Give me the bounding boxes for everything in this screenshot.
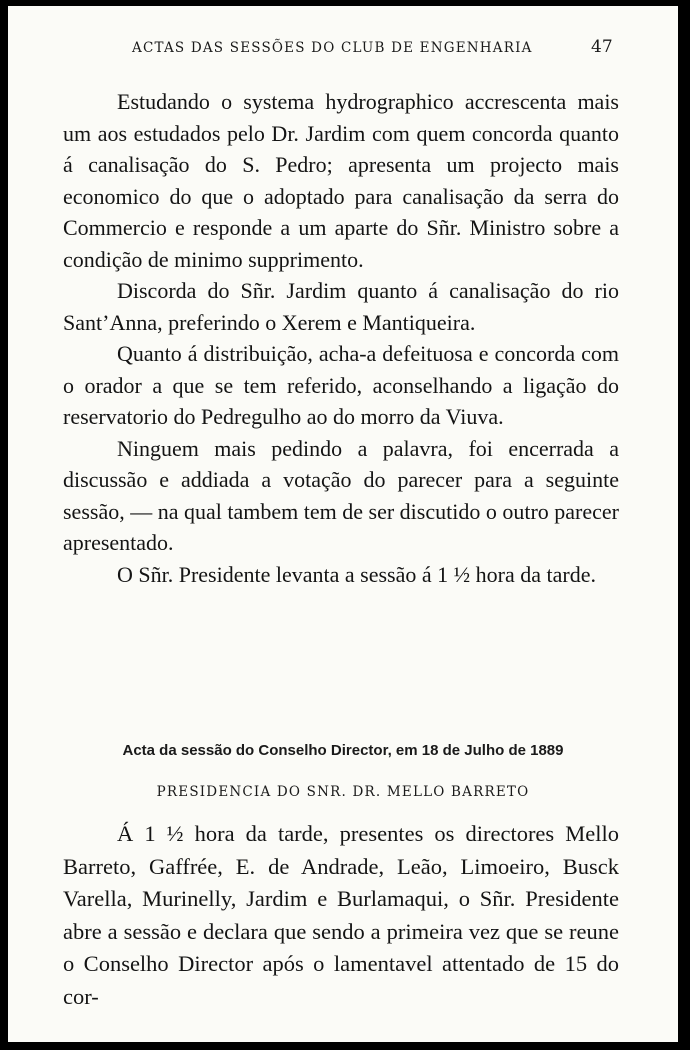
paragraph-opening: Á 1 ½ hora da tarde, presentes os directores Mello Barreto, Gaffrée, E. de Andrade, Leão, Limoeiro, Busck Varella, Murinelly, Jardim e Burlamaqui, o Sñr. Presidente abre a sessão e declara que sendo a primeira vez que se reune o Conselho Director após o lamentavel attentado de 15 do cor- (63, 821, 619, 1009)
paragraph-session-adjourned: O Sñr. Presidente levanta a sessão á 1 ½ hora da tarde. (117, 561, 596, 587)
presidency-heading: PRESIDENCIA DO SNR. DR. MELLO BARRETO (156, 784, 530, 800)
running-title: ACTAS DAS SESSÕES DO CLUB DE ENGENHARIA (132, 40, 533, 56)
minutes-text (63, 86, 619, 590)
page-header (8, 37, 678, 64)
paragraph-distribution: Quanto á distribuição, acha-a defeituosa e concorda com o orador a que se tem referido, aconselhando a ligação do reservatorio do Pedregulho ao do morro da Viuva. (63, 341, 619, 429)
paragraph-hydrographic-system: Estudando o systema hydrographico accrescenta mais um aos estudados pelo Dr. Jardim com quem concorda quanto á canalisação do S. Pedro; apresenta um projecto mais economico do que o adoptado para canalisação da serra do Commercio e responde a um aparte do Sñr. Ministro sobre a condição de minimo supprimento. (63, 89, 619, 272)
page-number: 47 (591, 37, 613, 57)
paragraph-discussion-closed: Ninguem mais pedindo a palavra, foi encerrada a discussão e addiada a votação do parecer para a seguinte sessão, — na qual tambem tem de ser discutido o outro parecer apresentado. (63, 435, 619, 555)
book-page (8, 6, 678, 1042)
section-title: Acta da sessão do Conselho Director, em 18 de Julho de 1889 (122, 742, 564, 759)
council-minutes-text (63, 818, 619, 1013)
paragraph-disagreement: Discorda do Sñr. Jardim quanto á canalisação do rio Sant’Anna, preferindo o Xerem e Mantiqueira. (63, 278, 619, 335)
